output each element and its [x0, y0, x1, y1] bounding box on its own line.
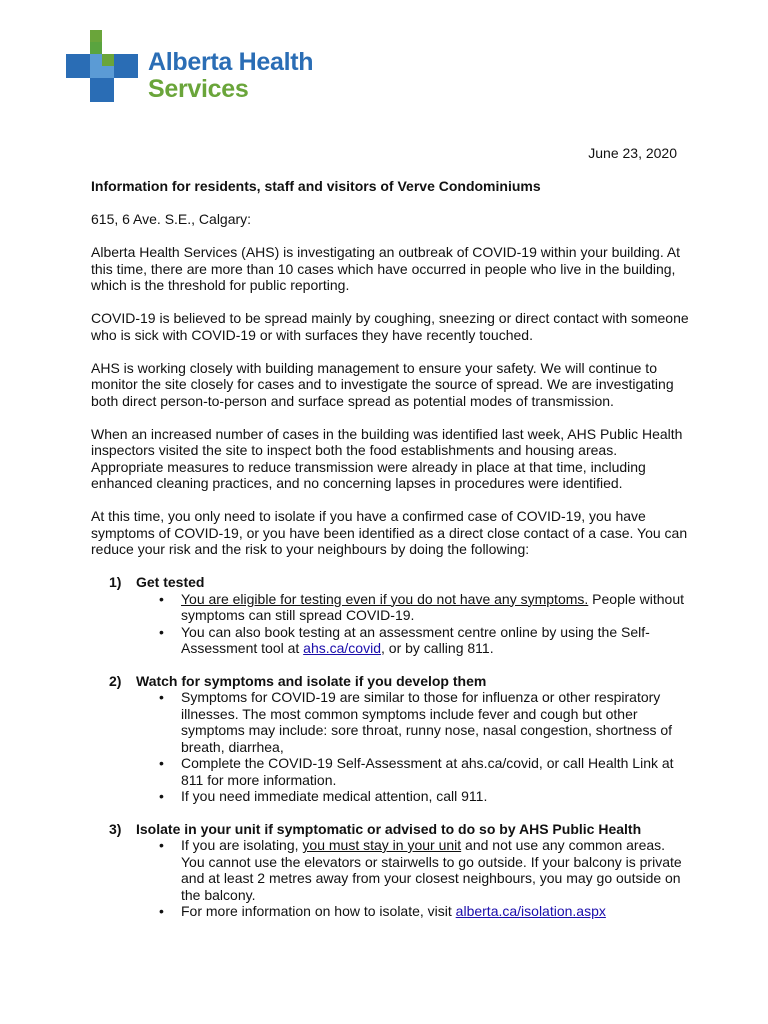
isolation-link[interactable]: alberta.ca/isolation.aspx	[455, 903, 606, 919]
section-watch-symptoms	[91, 673, 691, 805]
item-text: You can also book testing at an assessment centre online by using the Self-Assessment tool at	[181, 623, 650, 656]
list-item	[91, 689, 691, 755]
section-heading: Isolate in your unit if symptomatic or advised to do so by AHS Public Health	[136, 820, 642, 837]
bullet-icon: •	[159, 837, 164, 853]
paragraph-management: AHS is working closely with building management to ensure your safety. We will continue to monitor the site closely for cases and to investigate the source of spread. We are investigating both direct person-to-person and surface spread as potential modes of transmission.	[91, 359, 674, 409]
item-text: If you are isolating,	[181, 837, 303, 853]
section-number: 2)	[109, 672, 122, 689]
paragraph-spread: COVID-19 is believed to be spread mainly by coughing, sneezing or direct contact with someone who is sick with COVID-19 or with surfaces they have recently touched.	[91, 310, 689, 343]
letter-body	[91, 178, 691, 936]
ahs-logo	[66, 30, 138, 107]
item-text: , or by calling 811.	[381, 640, 494, 656]
list-item	[91, 837, 691, 903]
section-title	[91, 821, 691, 838]
bullet-icon: •	[159, 903, 164, 919]
section-heading: Watch for symptoms and isolate if you develop them	[136, 672, 487, 689]
ahs-wordmark	[148, 50, 313, 102]
bullet-icon: •	[159, 788, 164, 804]
underlined-text: You are eligible for testing even if you do not have any symptoms.	[181, 590, 589, 607]
item-text: For more information on how to isolate, visit	[181, 903, 456, 919]
bullet-icon: •	[159, 755, 164, 771]
item-text: People without symptoms can still spread COVID-19.	[181, 590, 685, 623]
section-number: 3)	[109, 820, 122, 837]
item-text: Symptoms for COVID-19 are similar to those for influenza or other respiratory illnesses. The most common symptoms include fever and cough but other symptoms may include: sore throat, runny nose, nasal congestion, shortness of breath, diarrhea,	[181, 689, 673, 755]
section-number: 1)	[109, 574, 122, 590]
bullet-list	[91, 591, 691, 657]
section-get-tested	[91, 574, 691, 657]
address: 615, 6 Ave. S.E., Calgary:	[91, 211, 252, 227]
section-isolate	[91, 821, 691, 920]
bullet-icon: •	[159, 590, 164, 607]
bullet-icon: •	[159, 689, 164, 705]
section-title	[91, 673, 691, 690]
paragraph-isolation: At this time, you only need to isolate if you have a confirmed case of COVID-19, you have symptoms of COVID-19, or you have been identified as a direct close contact of a case. You can reduce your risk and the risk to your neighbours by doing the following:	[91, 508, 688, 557]
list-item	[91, 624, 691, 657]
list-item	[91, 755, 691, 788]
list-item	[91, 788, 691, 805]
paragraph-inspection: When an increased number of cases in the building was identified last week, AHS Public Health inspectors visited the site to inspect both the food establishments and housing areas. Appropriate measures to reduce transmission were already in place at that time, including enhanced cleaning practices, and no concerning lapses in procedures were identified.	[91, 425, 683, 491]
item-text: and not use any common areas. You cannot use the elevators or stairwells to go outside. If your balcony is private and at least 2 metres away from your closest neighbours, you may go outside on the balcony.	[181, 837, 682, 903]
paragraph-outbreak: Alberta Health Services (AHS) is investigating an outbreak of COVID-19 within your building. At this time, there are more than 10 cases which have occurred in people who live in the building, which is the threshold for public reporting.	[91, 244, 681, 293]
item-text: If you need immediate medical attention, call 911.	[181, 788, 488, 804]
ahs-covid-link[interactable]: ahs.ca/covid	[303, 640, 381, 656]
letter-date: June 23, 2020	[588, 145, 677, 161]
brand-name-line2: Services	[148, 75, 249, 103]
bullet-list	[91, 689, 691, 805]
section-heading: Get tested	[136, 574, 205, 590]
section-title	[91, 574, 691, 591]
bullet-icon: •	[159, 623, 164, 640]
underlined-text: you must stay in your unit	[302, 837, 462, 853]
item-text: Complete the COVID-19 Self-Assessment at ahs.ca/covid, or call Health Link at 811 for more information.	[181, 755, 674, 788]
letter-heading: Information for residents, staff and visitors of Verve Condominiums	[91, 178, 541, 194]
brand-name-line1: Alberta Health	[148, 48, 314, 76]
list-item	[91, 903, 691, 920]
ahs-cross-icon	[66, 30, 138, 102]
list-item	[91, 591, 691, 624]
bullet-list	[91, 837, 691, 920]
